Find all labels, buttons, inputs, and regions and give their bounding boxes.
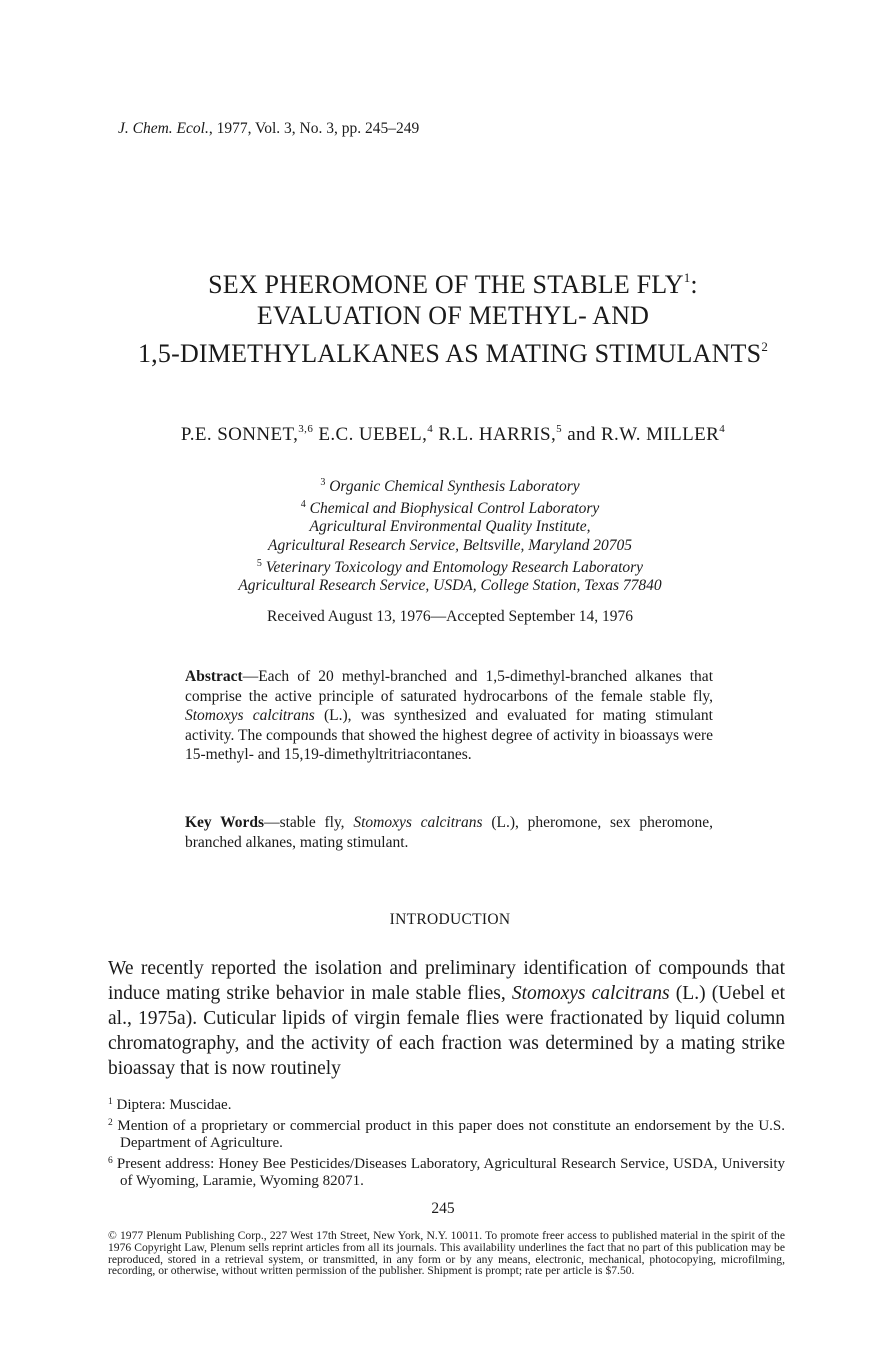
affiliation-line xyxy=(100,474,800,496)
footnote-sup: 1 xyxy=(108,1097,113,1107)
affiliation-line xyxy=(100,518,800,536)
affiliation-line xyxy=(100,496,800,518)
abstract-text-2: (L.), was synthesized and evaluated for mating stimulant activity. The compounds that showed the highest degree of activity in bioassays were 15-methyl- and 15,19-dimethyltritriacontanes. xyxy=(185,707,713,763)
title-line-2: EVALUATION OF METHYL- AND xyxy=(256,301,650,330)
author-harris-sup: 5 xyxy=(556,423,563,435)
author-sonnet: P.E. SONNET, xyxy=(180,424,299,445)
citation-details: , 1977, Vol. 3, No. 3, pp. 245–249 xyxy=(208,120,420,137)
affiliation-text: Agricultural Environmental Quality Institute, xyxy=(309,518,591,536)
footnote xyxy=(108,1153,785,1191)
received-dates: Received August 13, 1976—Accepted September 14, 1976 xyxy=(267,608,633,625)
abstract xyxy=(185,667,713,765)
author-miller-sup: 4 xyxy=(719,423,726,435)
footnote-sup: 2 xyxy=(108,1117,113,1128)
author-miller: and R.W. MILLER xyxy=(567,424,720,445)
author-sonnet-sup: 3,6 xyxy=(298,423,314,435)
keywords xyxy=(185,813,713,852)
footnote-text: Present address: Honey Bee Pesticides/Diseases Laboratory, Agricultural Research Service, USDA, University of Wyoming, Laramie, Wyoming 82071. xyxy=(116,1155,785,1189)
footnote xyxy=(108,1094,785,1115)
intro-text-1: We recently reported the isolation and preliminary identification of compounds that induce mating strike behavior in male stable flies, xyxy=(108,958,785,1004)
title-line-3-text: 1,5-DIMETHYLALKANES AS MATING STIMULANTS xyxy=(137,339,762,368)
keywords-text-1: —stable fly, xyxy=(264,814,354,831)
affiliations xyxy=(100,474,800,595)
title-colon: : xyxy=(690,270,698,299)
introduction-paragraph xyxy=(108,956,785,1081)
abstract-species: Stomoxys calcitrans xyxy=(185,707,315,724)
author-list xyxy=(60,423,846,446)
journal-name: J. Chem. Ecol. xyxy=(118,120,209,137)
copyright-notice: © 1977 Plenum Publishing Corp., 227 West 17th Street, New York, N.Y. 10011. To promote freer access to published material in the spirit of the 1976 Copyright Law, Plenum sells reprint articles from all its journals. This availability underlines the fact that no part of this publication may be reproduced, stored in a retrieval system, or transmitted, in any form or by any means, electronic, mechanical, photocopying, microfilming, recording, or otherwise, without written permission of the publisher. Shipment is prompt; rate per article is $7.50. xyxy=(108,1229,785,1278)
footnote-text: Mention of a proprietary or commercial product in this paper does not constitute an endorsement by the U.S. Department of Agriculture. xyxy=(117,1117,785,1151)
title-line-1 xyxy=(60,262,846,300)
paper-title xyxy=(60,262,846,369)
affiliation-line xyxy=(100,537,800,555)
footnotes xyxy=(108,1094,785,1191)
keywords-text-2: (L.), pheromone, sex pheromone, branched alkanes, mating stimulant. xyxy=(185,814,713,851)
intro-species: Stomoxys calcitrans xyxy=(511,983,670,1004)
footnote-sup: 6 xyxy=(108,1155,113,1166)
affiliation-text: Agricultural Research Service, USDA, College Station, Texas 77840 xyxy=(238,577,662,595)
abstract-text-1: —Each of 20 methyl-branched and 1,5-dimethyl-branched alkanes that comprise the active principle of saturated hydrocarbons of the female stable fly, xyxy=(185,668,713,705)
footnote-text: Diptera: Muscidae. xyxy=(116,1097,232,1113)
abstract-label: Abstract xyxy=(185,668,243,685)
keywords-species: Stomoxys calcitrans xyxy=(353,814,483,831)
page-number: 245 xyxy=(431,1200,455,1217)
affiliation-sup: 5 xyxy=(256,557,262,569)
affiliation-text: Agricultural Research Service, Beltsville, Maryland 20705 xyxy=(267,536,632,554)
title-line-1-text: SEX PHEROMONE OF THE STABLE FLY xyxy=(208,270,684,299)
section-heading: INTRODUCTION xyxy=(389,911,511,928)
author-uebel: E.C. UEBEL, xyxy=(318,424,428,445)
author-harris: R.L. HARRIS, xyxy=(438,424,557,445)
affiliation-sup: 4 xyxy=(300,499,306,511)
affiliation-text: Chemical and Biophysical Control Laboratory xyxy=(309,500,600,518)
title-line-3 xyxy=(60,331,846,369)
keywords-label: Key Words xyxy=(185,814,265,831)
intro-text-2: (L.) (Uebel et al., 1975a). Cuticular lipids of virgin female flies were fractionated by liquid column chromatography, and the activity of each fraction was determined by a mating strike bioassay that is now routinely xyxy=(108,983,785,1079)
footnote-ref-2: 2 xyxy=(761,339,769,354)
journal-citation xyxy=(118,120,419,138)
affiliation-line xyxy=(100,555,800,577)
footnote xyxy=(108,1115,785,1153)
affiliation-sup: 3 xyxy=(320,477,326,488)
affiliation-line xyxy=(100,577,800,595)
author-uebel-sup: 4 xyxy=(427,423,434,435)
affiliation-text: Veterinary Toxicology and Entomology Research Laboratory xyxy=(265,558,644,576)
footnote-ref-1: 1 xyxy=(683,270,691,285)
affiliation-text: Organic Chemical Synthesis Laboratory xyxy=(329,478,580,495)
